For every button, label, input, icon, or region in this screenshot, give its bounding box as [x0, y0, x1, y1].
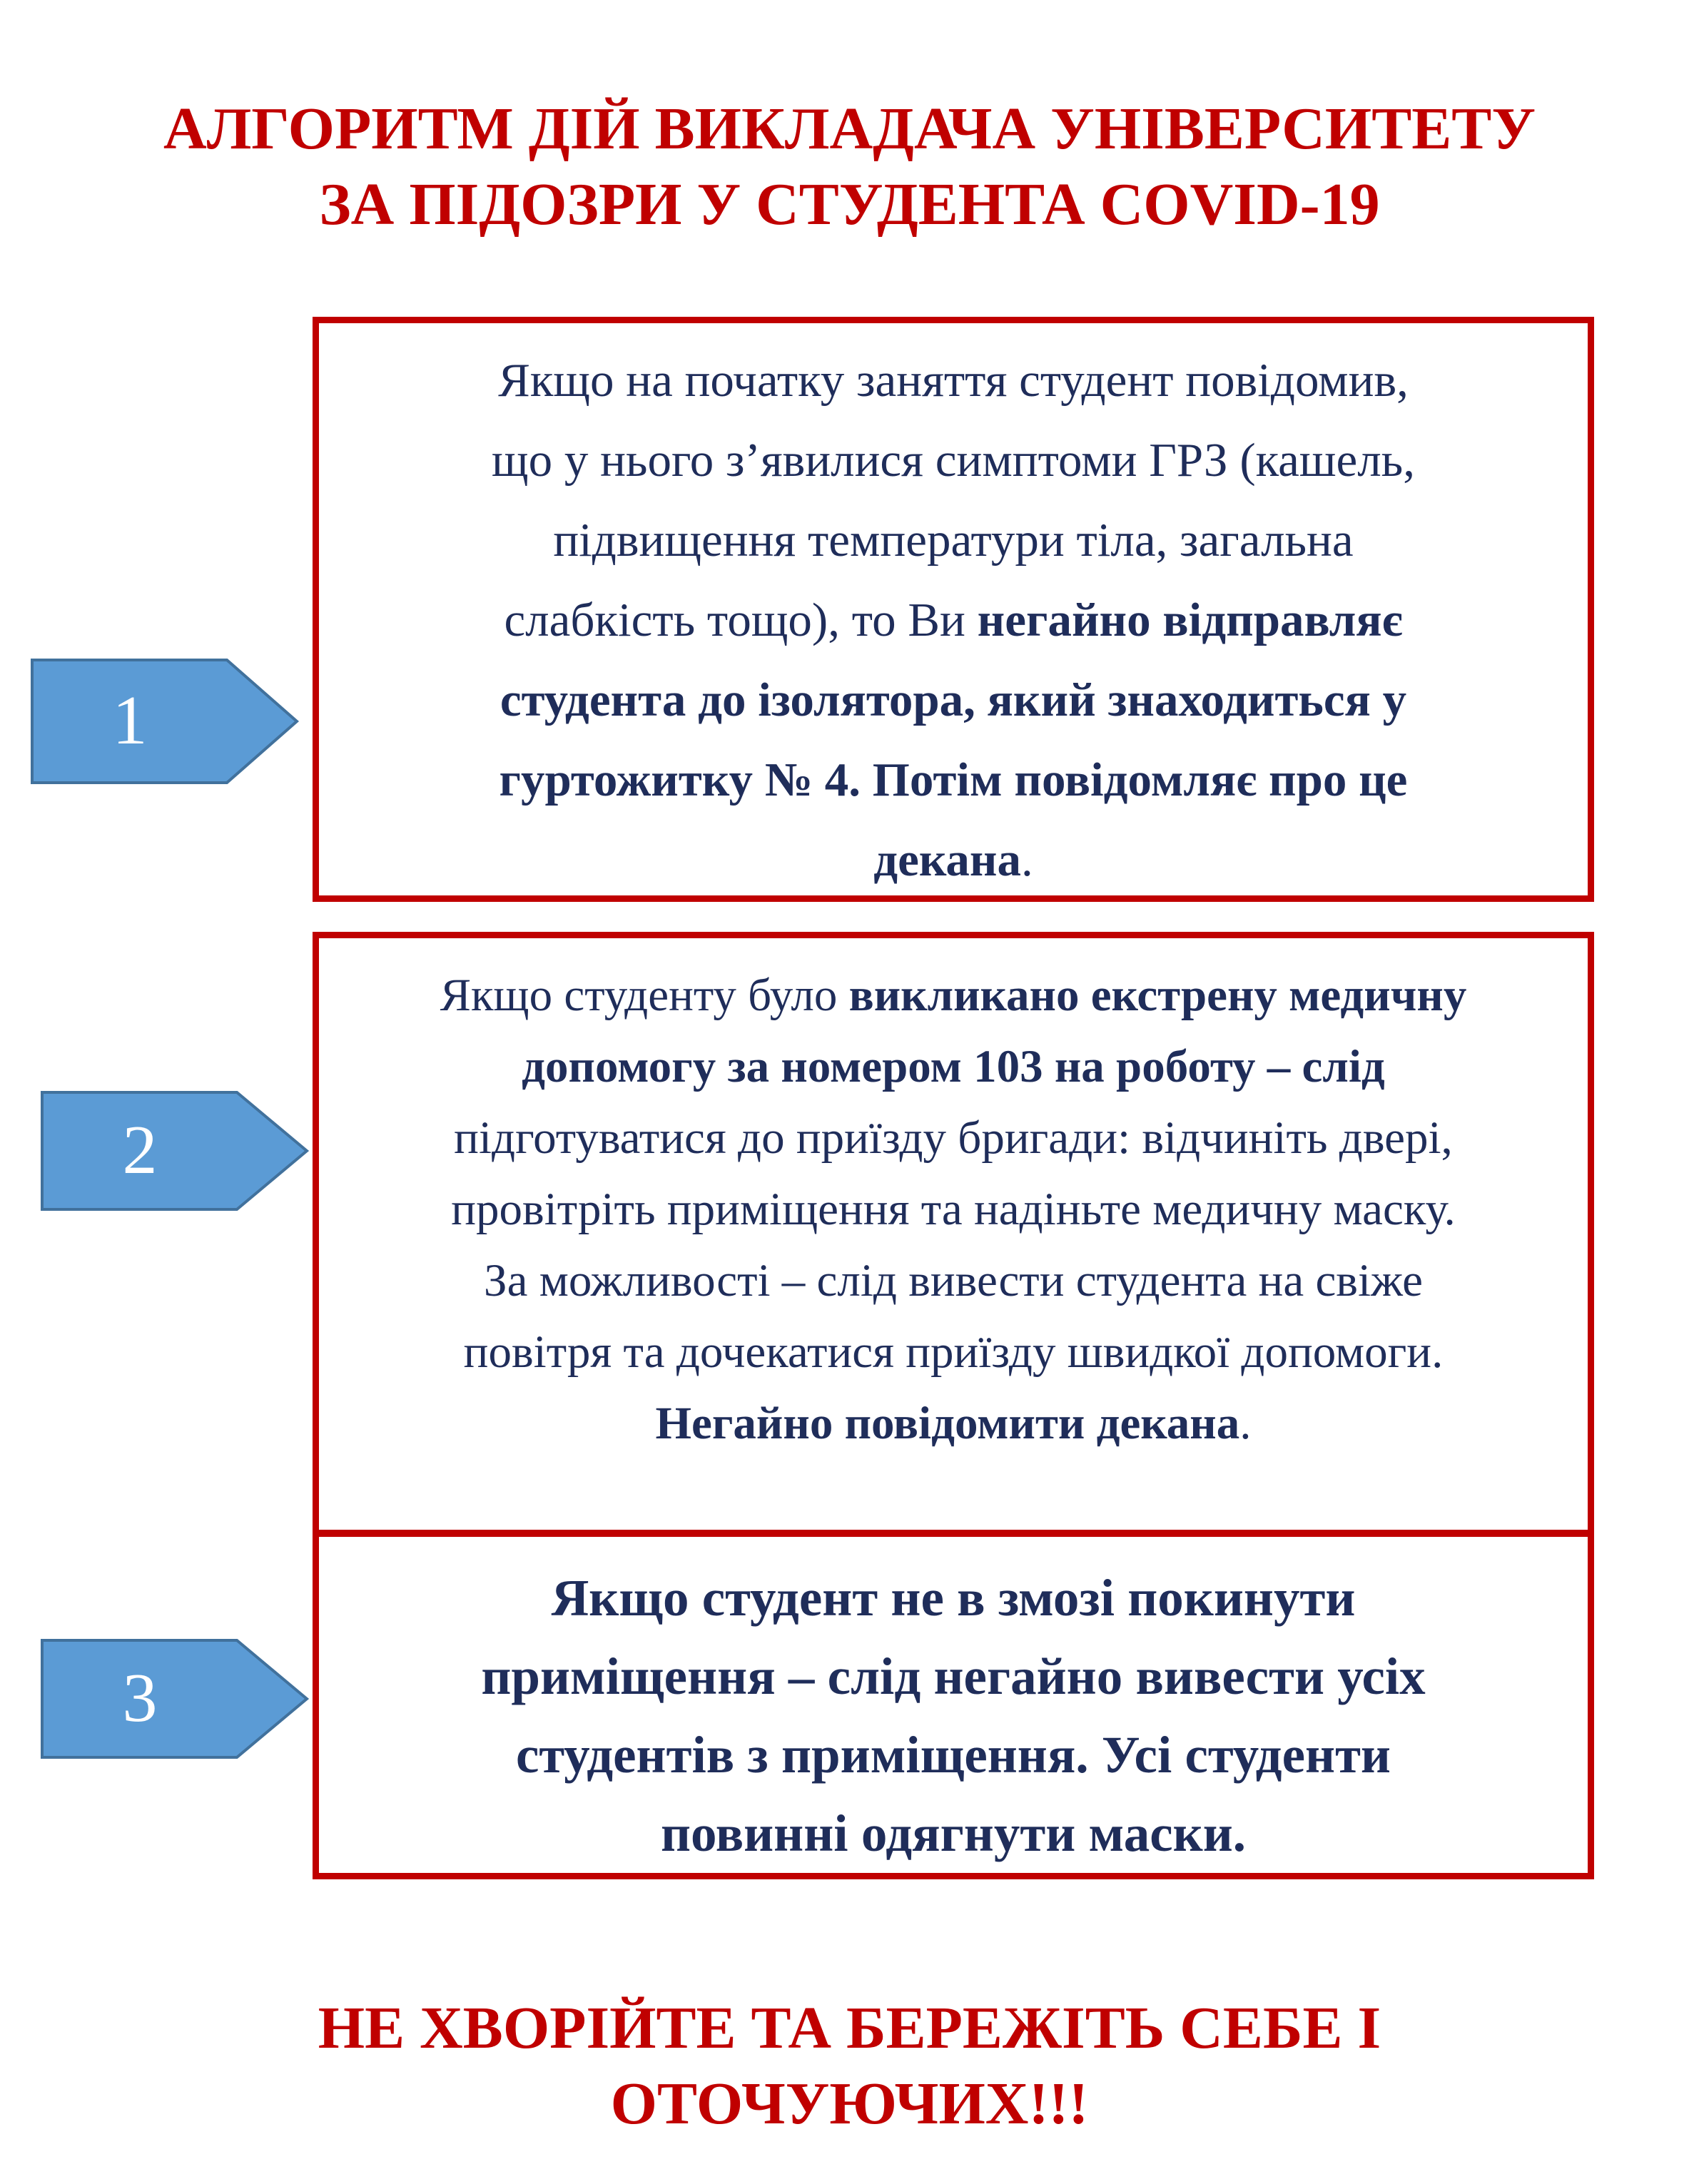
step-text-run: що у нього з’явилися симптоми ГРЗ (кашель,: [491, 434, 1415, 487]
step-2-number: 2: [122, 1112, 158, 1189]
step-2-line: [440, 1388, 1467, 1459]
step-2-line: [440, 1102, 1467, 1174]
step-text-run: слабкість тощо), то Ви: [504, 594, 978, 646]
page-title-line-2: ЗА ПІДОЗРИ У СТУДЕНТА COVID-19: [319, 171, 1380, 238]
step-text-run: Якщо студенту було: [440, 970, 849, 1021]
step-text-run: викликано екстрену медичну: [848, 970, 1467, 1021]
step-1-line: [492, 340, 1415, 420]
step-1-line: [492, 740, 1415, 820]
step-text-run: студента до ізолятора, який знаходиться у: [499, 674, 1407, 726]
step-text-run: підвищення температури тіла, загальна: [553, 514, 1354, 567]
step-3-text: [481, 1559, 1425, 1873]
step-2-line: [440, 1245, 1467, 1316]
step-2-line: [440, 1316, 1467, 1388]
footer-slogan: [0, 1991, 1699, 2142]
step-text-run: декана: [873, 833, 1022, 886]
step-1-line: [492, 420, 1415, 500]
step-2-text: [440, 960, 1467, 1459]
step-2-arrow: [40, 1090, 311, 1212]
step-3-arrow: [40, 1638, 311, 1759]
step-2-line: [440, 960, 1467, 1031]
step-1-line: [492, 820, 1415, 900]
step-1-line: [492, 500, 1415, 580]
step-1-line: [492, 580, 1415, 660]
step-1-box: [313, 317, 1594, 902]
step-3-line: [481, 1637, 1425, 1716]
footer-slogan-line-1: НЕ ХВОРІЙТЕ ТА БЕРЕЖІТЬ СЕБЕ І: [318, 1995, 1381, 2061]
step-text-run: приміщення – слід негайно вивести усіх: [481, 1647, 1426, 1705]
step-text-run: повинні одягнути маски.: [660, 1804, 1247, 1862]
step-text-run: Якщо на початку заняття студент повідомив,: [498, 354, 1409, 407]
step-text-run: підготуватися до приїзду бригади: відчиніть двері,: [454, 1112, 1453, 1164]
step-text-run: Якщо студент не в змозі покинути: [551, 1569, 1356, 1627]
step-2-box: [313, 932, 1594, 1537]
step-1-text: [492, 340, 1415, 900]
step-text-run: За можливості – слід вивести студента на свіже: [484, 1255, 1423, 1306]
step-2-line: [440, 1174, 1467, 1245]
step-1-number: 1: [112, 682, 148, 759]
footer-slogan-line-2: ОТОЧУЮЧИХ!!!: [610, 2071, 1089, 2137]
step-text-run: негайно відправляє: [977, 594, 1403, 646]
step-text-run: гуртожитку № 4. Потім повідомляє про це: [499, 753, 1408, 806]
step-1-arrow: [30, 658, 301, 785]
step-2-line: [440, 1031, 1467, 1102]
step-text-run: повітря та дочекатися приїзду швидкої допомоги.: [463, 1326, 1444, 1378]
step-text-run: допомогу за номером 103 на роботу – слід: [522, 1041, 1385, 1092]
step-3-box: [313, 1530, 1594, 1879]
step-3-line: [481, 1716, 1425, 1794]
step-text-run: .: [1021, 833, 1033, 886]
step-3-number: 3: [122, 1660, 158, 1737]
page-title: [0, 91, 1699, 243]
step-text-run: провітріть приміщення та надіньте медичну маску.: [451, 1184, 1456, 1235]
step-text-run: студентів з приміщення. Усі студенти: [516, 1726, 1391, 1784]
step-text-run: .: [1239, 1398, 1252, 1449]
page-title-line-1: АЛГОРИТМ ДІЙ ВИКЛАДАЧА УНІВЕРСИТЕТУ: [163, 96, 1536, 162]
step-text-run: Негайно повідомити декана: [655, 1398, 1240, 1449]
step-3-line: [481, 1794, 1425, 1873]
step-1-line: [492, 660, 1415, 740]
step-3-line: [481, 1559, 1425, 1637]
